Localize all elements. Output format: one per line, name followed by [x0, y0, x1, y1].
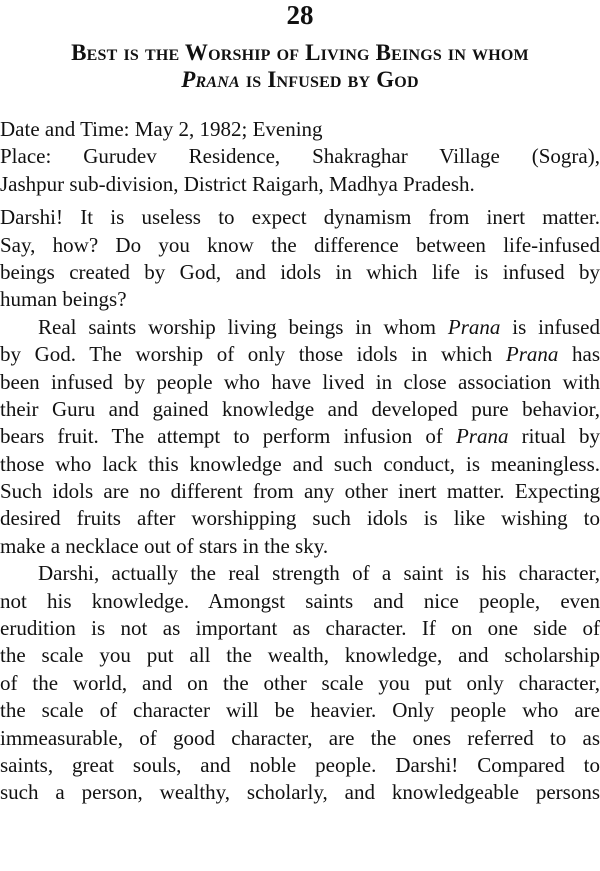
paragraph-2 — [0, 314, 600, 561]
p3-line-3: erudition is not as important as character. If on one side of — [0, 616, 600, 641]
p1-line-3: beings created by God, and idols in which life is infused by — [0, 259, 600, 284]
place-line-1: Place: Gurudev Residence, Shakraghar Village (Sogra), — [0, 144, 600, 169]
p2-line-7: Such idols are no different from any other inert matter. Expecting — [0, 479, 600, 504]
p3-line-1: Darshi, actually the real strength of a saint is his character, — [38, 561, 600, 586]
paragraph-3 — [0, 560, 600, 807]
p2-line-9: make a necklace out of stars in the sky. — [0, 533, 329, 558]
chapter-title-line-2-rest: is Infused by God — [239, 67, 419, 89]
p1-line-2: Say, how? Do you know the difference between life-infused — [0, 232, 600, 257]
p2-line-1-b: is infused — [500, 314, 600, 339]
chapter-number: 28 — [286, 0, 314, 30]
p1-line-4: human beings? — [0, 287, 127, 312]
p3-line-6: the scale of character will be heavier. Only people who are — [0, 698, 600, 723]
p3-line-9: such a person, wealthy, scholarly, and knowledgeable persons — [0, 780, 600, 805]
p2-line-5 — [0, 423, 600, 450]
p2-line-2-b: has — [558, 342, 600, 367]
p3-line-4: the scale you put all the wealth, knowledge, and scholarship — [0, 643, 600, 668]
chapter-title — [0, 34, 600, 89]
p3-line-2: not his knowledge. Amongst saints and nice people, even — [0, 588, 600, 613]
p2-line-5-b: ritual by — [508, 424, 600, 449]
p2-line-2 — [0, 341, 600, 368]
p2-line-6: those who lack this knowledge and such conduct, is meaningless. — [0, 451, 600, 476]
p1-line-1: Darshi! It is useless to expect dynamism from inert matter. — [0, 205, 600, 230]
p2-line-4: their Guru and gained knowledge and developed pure behavior, — [0, 396, 600, 421]
p2-line-3: been infused by people who have lived in close association with — [0, 369, 600, 394]
p2-prana-1: Prana — [447, 314, 501, 339]
p2-line-8: desired fruits after worshipping such idols is like wishing to — [0, 506, 600, 531]
p3-line-8: saints, great souls, and noble people. Darshi! Compared to — [0, 752, 600, 777]
p2-line-1 — [0, 314, 600, 341]
body-text — [0, 116, 600, 807]
session-meta — [0, 116, 600, 198]
chapter-title-line-2 — [0, 61, 600, 88]
p2-prana-2: Prana — [505, 342, 559, 367]
p3-line-7: immeasurable, of good character, are the ones referred to as — [0, 725, 600, 750]
p2-line-2-a: by God. The worship of only those idols in which — [0, 342, 506, 367]
chapter-title-prana: Prana — [181, 67, 240, 89]
p2-line-5-a: bears fruit. The attempt to perform infusion of — [0, 424, 456, 449]
chapter-title-line-1: Best is the Worship of Living Beings in whom — [71, 40, 529, 62]
p3-line-5: of the world, and on the other scale you put only character, — [0, 670, 600, 695]
place-line-2: Jashpur sub-division, District Raigarh, Madhya Pradesh. — [0, 171, 475, 196]
date-line: Date and Time: May 2, 1982; Evening — [0, 117, 323, 141]
paragraph-1 — [0, 204, 600, 314]
p2-prana-3: Prana — [455, 424, 509, 449]
p2-line-1-a: Real saints worship living beings in whom — [38, 314, 448, 339]
